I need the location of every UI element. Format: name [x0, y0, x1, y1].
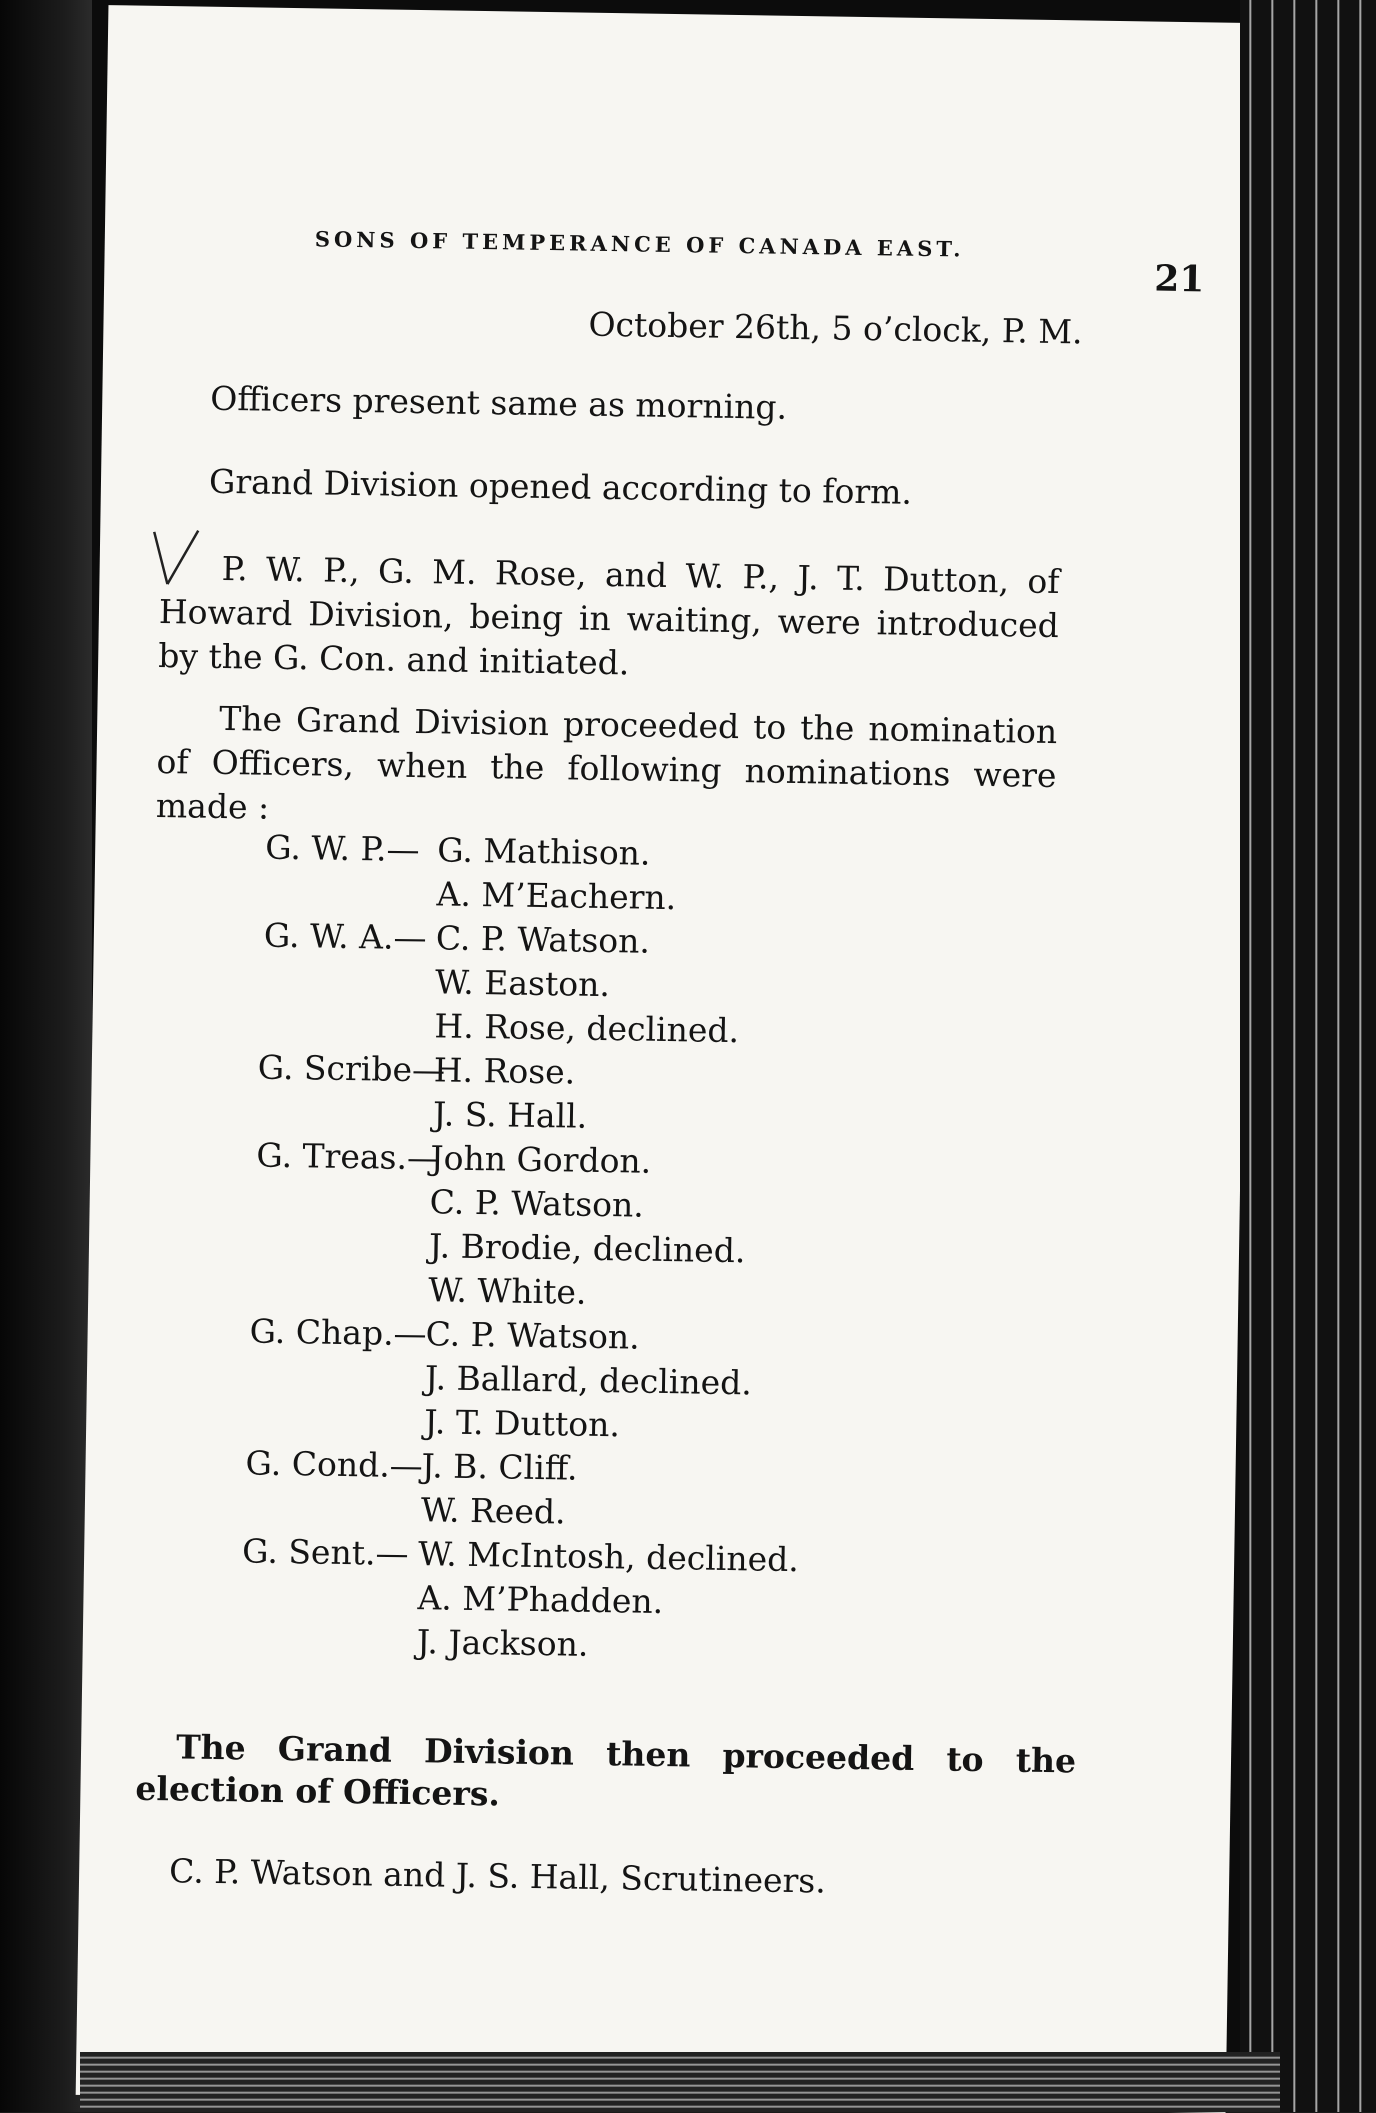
- nomination-office: G. W. P.—: [264, 827, 420, 870]
- nomination-office: G. Scribe—: [257, 1047, 446, 1090]
- running-title: SONS OF TEMPERANCE OF CANADA EAST.: [314, 226, 965, 262]
- nominee-name: W. McIntosh, declined.: [417, 1534, 800, 1580]
- nomination-office: G. W. A.—: [263, 915, 427, 958]
- paragraph-election: The Grand Division then proceeded to the election of Officers.: [135, 1727, 1077, 1814]
- nominee-name: J. S. Hall.: [432, 1094, 588, 1136]
- nominee-name: A. M’Phadden.: [417, 1578, 664, 1622]
- book-right-page-edges: [1240, 0, 1376, 2112]
- nomination-office: G. Treas.—: [256, 1135, 441, 1178]
- nominee-name: John Gordon.: [430, 1138, 652, 1181]
- nominee-name: C. P. Watson.: [429, 1182, 645, 1225]
- nominee-name: C. P. Watson.: [435, 918, 651, 961]
- nominee-name: J. T. Dutton.: [423, 1402, 621, 1445]
- nominee-name: J. Jackson.: [416, 1622, 589, 1664]
- nomination-office: G. Sent.—: [241, 1531, 409, 1573]
- book-bottom-page-edges: [80, 2052, 1280, 2112]
- nominee-name: W. Reed.: [420, 1490, 566, 1532]
- book-page: [76, 5, 1259, 2113]
- nominee-name: J. Ballard, declined.: [424, 1358, 753, 1403]
- session-dateline: October 26th, 5 o’clock, P. M.: [588, 304, 1083, 352]
- paragraph-scrutineers: C. P. Watson and J. S. Hall, Scrutineers.: [168, 1851, 827, 1901]
- nominee-name: J. B. Cliff.: [421, 1446, 578, 1488]
- nominee-name: A. M’Eachern.: [436, 874, 677, 918]
- nomination-office: G. Cond.—: [245, 1443, 424, 1486]
- book-left-edge: [0, 0, 92, 2112]
- paragraph-initiation: P. W. P., G. M. Rose, and W. P., J. T. Dutton, of Howard Division, being in waiting, were introduced by the G. Con. and initiated.: [157, 548, 1060, 683]
- nominee-name: G. Mathison.: [436, 830, 651, 873]
- nominee-name: J. Brodie, declined.: [428, 1226, 746, 1271]
- nominee-name: W. Easton.: [434, 962, 611, 1005]
- nominee-name: W. White.: [428, 1270, 587, 1312]
- page-number: 21: [1153, 257, 1205, 301]
- paragraph-officers-present: Officers present same as morning.: [210, 378, 788, 427]
- paragraph-division-opened: Grand Division opened according to form.: [208, 461, 913, 512]
- nominee-name: H. Rose, declined.: [434, 1006, 740, 1051]
- paragraph-nomination: The Grand Division proceeded to the nomination of Officers, when the following nominations were made :: [155, 698, 1058, 827]
- nomination-office: G. Chap.—: [249, 1311, 427, 1354]
- nominee-name: C. P. Watson.: [425, 1314, 641, 1357]
- nominee-name: H. Rose.: [433, 1050, 576, 1092]
